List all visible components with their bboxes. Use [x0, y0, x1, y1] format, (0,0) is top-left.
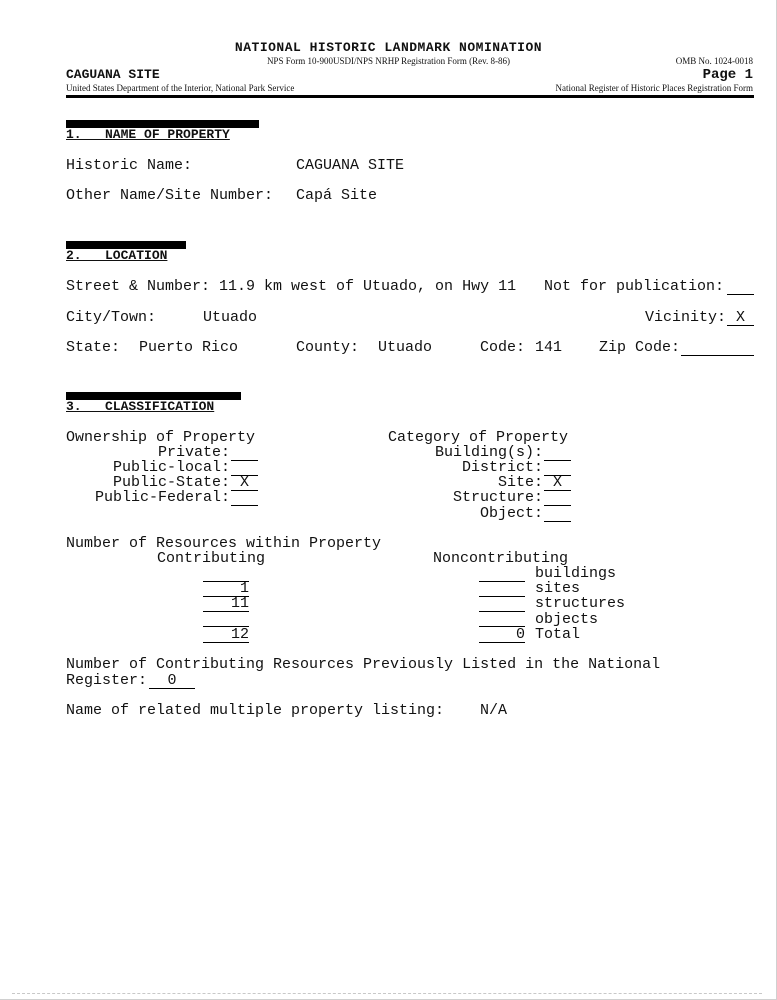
form-number: NPS Form 10-900USDI/NPS NRHP Registration Form (Rev. 8-86) [266, 56, 511, 66]
category-structure-label: Structure: [452, 489, 543, 506]
code-label: Code: [480, 339, 526, 356]
section-3-heading: 3. CLASSIFICATION [66, 399, 215, 414]
resource-type-sites: sites [535, 580, 581, 597]
contributing-total: 12 [203, 627, 249, 643]
noncontributing-total: 0 [479, 627, 525, 643]
scan-footer-line [12, 993, 762, 994]
city-label: City/Town: [66, 309, 157, 326]
register-label: Register: [66, 672, 148, 689]
other-name-label: Other Name/Site Number: [66, 187, 274, 204]
omb-number: OMB No. 1024-0018 [675, 56, 753, 66]
register-line: National Register of Historic Places Registration Form [555, 83, 753, 93]
resource-type-total: Total [535, 626, 581, 643]
section-2-heading: 2. LOCATION [66, 248, 168, 263]
historic-name-value: CAGUANA SITE [296, 157, 405, 174]
vicinity-mark: X [727, 310, 754, 326]
zip-label: Zip Code: [599, 339, 681, 356]
state-value: Puerto Rico [139, 339, 239, 356]
state-label: State: [66, 339, 121, 356]
related-listing-value: N/A [480, 702, 508, 719]
previously-listed-text: Number of Contributing Resources Previously Listed in the National [66, 656, 661, 673]
category-district-label: District: [461, 459, 543, 476]
code-value: 141 [535, 339, 563, 356]
category-building-label: Building(s): [434, 444, 543, 461]
contributing-sites: 1 [203, 581, 249, 597]
ownership-public-local-label: Public-local: [112, 459, 230, 476]
category-title: Category of Property [388, 429, 569, 446]
department-line: United States Department of the Interior, National Park Service [66, 83, 295, 93]
noncontributing-label: Noncontributing [433, 550, 569, 567]
contributing-label: Contributing [157, 550, 266, 567]
not-for-publication-label: Not for publication: [544, 278, 725, 295]
ownership-public-state-label: Public-State: [112, 474, 230, 491]
vicinity-label: Vicinity: [645, 309, 727, 326]
category-object-label: Object: [479, 505, 543, 522]
category-site-mark: X [544, 475, 571, 491]
street-number: Street & Number: 11.9 km west of Utuado, on Hwy 11 [66, 278, 517, 295]
other-name-value: Capá Site [296, 187, 378, 204]
resources-title: Number of Resources within Property [66, 535, 382, 552]
ownership-public-federal-label: Public-Federal: [94, 489, 230, 506]
county-label: County: [296, 339, 360, 356]
resource-type-objects: objects [535, 611, 599, 628]
resource-type-buildings: buildings [535, 565, 617, 582]
ownership-title: Ownership of Property [66, 429, 256, 446]
ownership-private-label: Private: [157, 444, 230, 461]
county-value: Utuado [378, 339, 433, 356]
city-value: Utuado [203, 309, 258, 326]
register-count: 0 [149, 673, 195, 689]
contributing-structures: 11 [203, 596, 249, 612]
site-name-header: CAGUANA SITE [66, 67, 160, 82]
section-1-heading: 1. NAME OF PROPERTY [66, 127, 230, 142]
form-title: NATIONAL HISTORIC LANDMARK NOMINATION [234, 40, 543, 55]
related-listing-label: Name of related multiple property listing: [66, 702, 445, 719]
historic-name-label: Historic Name: [66, 157, 193, 174]
category-site-label: Site: [497, 474, 543, 491]
ownership-public-state-mark: X [231, 475, 258, 491]
resource-type-structures: structures [535, 595, 626, 612]
page-number: Page 1 [702, 67, 753, 83]
